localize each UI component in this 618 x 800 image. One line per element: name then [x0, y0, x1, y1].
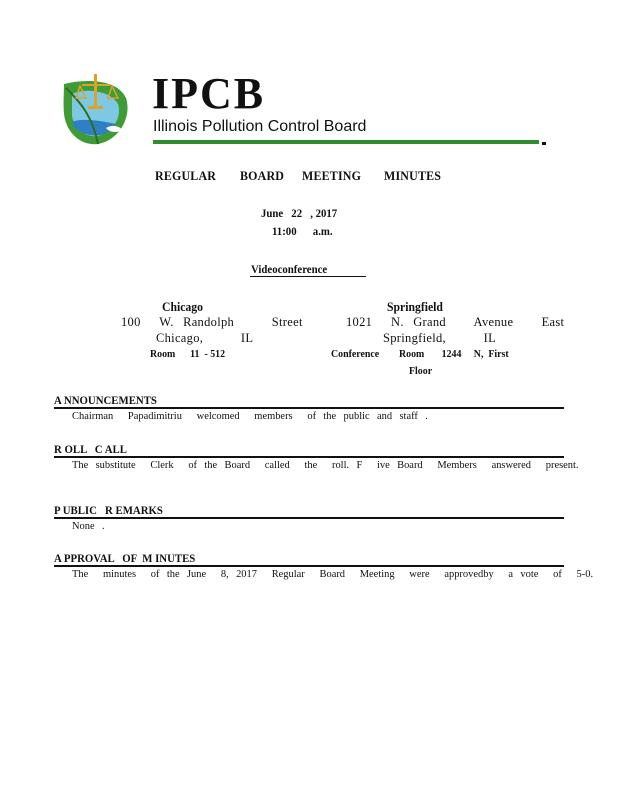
location-city: Springfield [387, 299, 443, 314]
agency-acronym: IPCB [152, 69, 266, 118]
location-room: Room 11 - 512 [150, 348, 226, 360]
header-end-mark [542, 142, 546, 145]
section-text: None . [72, 520, 105, 532]
meeting-time: 11:00 a.m. [272, 224, 333, 238]
ipcb-leaf-logo [58, 70, 130, 146]
title-word-meeting: MEETING [302, 168, 362, 183]
location-room-floor: Floor [409, 365, 433, 377]
location-city: Chicago [162, 299, 203, 314]
title-word-board: BOARD [240, 168, 285, 183]
section-rule [54, 456, 564, 458]
header-green-rule [153, 140, 539, 144]
section-rule [54, 517, 564, 519]
section-text: The substitute Clerk of the Board called the roll. F ive Board Members answered present. [72, 459, 579, 471]
section-heading: A PPROVAL OF M INUTES [54, 551, 196, 565]
title-word-regular: REGULAR [155, 168, 217, 183]
section-heading: A NNOUNCEMENTS [54, 393, 157, 407]
agency-full-name: Illinois Pollution Control Board [153, 118, 367, 135]
location-street: 1021 N. Grand Avenue East [346, 315, 565, 329]
location-room: Conference Room 1244 N, First [331, 348, 509, 360]
location-city-state: Springfield, IL [383, 331, 497, 345]
section-text: Chairman Papadimitriu welcomed members of the public and staff . [72, 410, 428, 422]
section-rule [54, 565, 564, 567]
location-city-state: Chicago, IL [156, 331, 254, 345]
title-word-minutes: MINUTES [384, 168, 442, 183]
section-heading: P UBLIC R EMARKS [54, 503, 163, 517]
meeting-venue: Videoconference [251, 262, 328, 276]
venue-underline [250, 276, 366, 277]
location-street: 100 W. Randolph Street [121, 315, 303, 329]
section-rule [54, 407, 564, 409]
meeting-date: June 22 , 2017 [261, 206, 338, 220]
section-text: The minutes of the June 8, 2017 Regular Board Meeting were approvedby a vote of 5-0. [72, 568, 594, 580]
section-heading: R OLL C ALL [54, 442, 127, 456]
